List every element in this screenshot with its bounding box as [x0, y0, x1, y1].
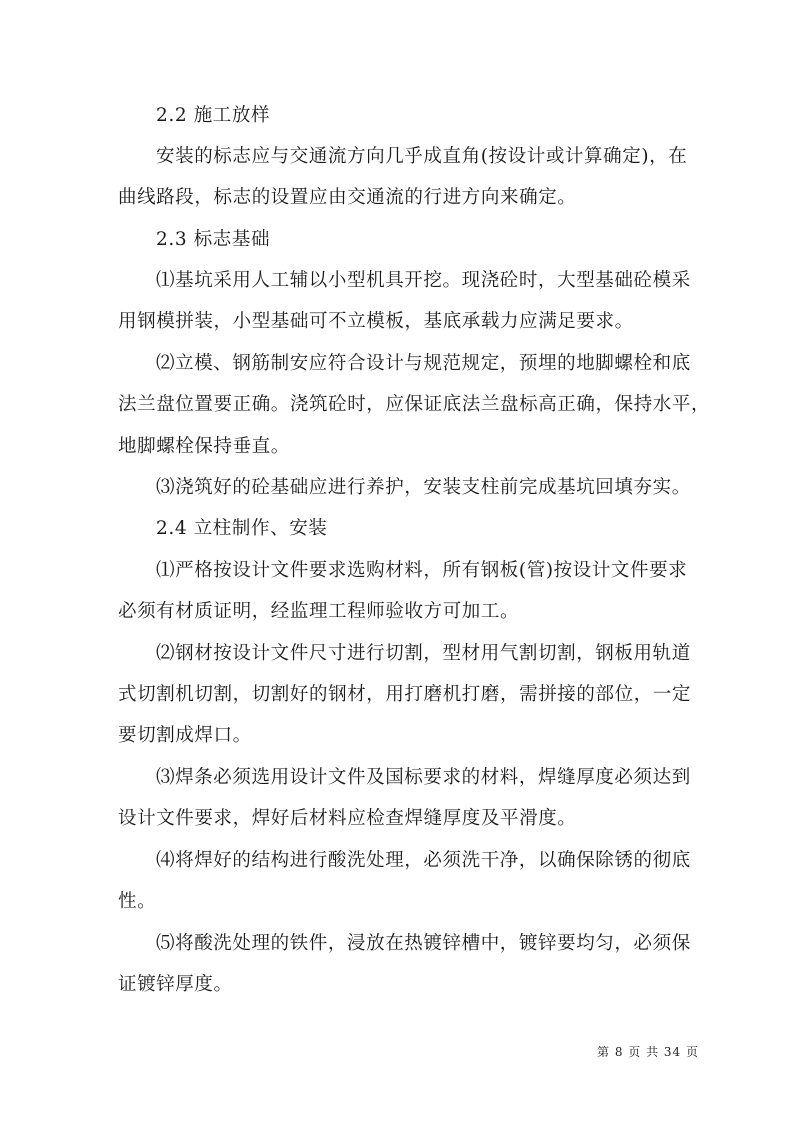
- paragraph-line: 必须有材质证明，经监理工程师验收方可加工。: [118, 601, 520, 622]
- paragraph-line: 性。: [118, 891, 157, 912]
- paragraph-line: ⑵钢材按设计文件尺寸进行切割，型材用气割切割，钢板用轨道: [156, 643, 691, 664]
- paragraph-line: 地脚螺栓保持垂直。: [118, 436, 290, 457]
- section-heading-2-2: 2.2 施工放样: [156, 105, 271, 126]
- paragraph-line: 要切割成焊口。: [118, 725, 252, 746]
- section-heading-2-3: 2.3 标志基础: [156, 229, 271, 250]
- paragraph-line: 式切割机切割，切割好的钢材，用打磨机打磨，需拼接的部位，一定: [118, 684, 692, 705]
- paragraph-line: ⑴严格按设计文件要求选购材料，所有钢板(管)按设计文件要求: [156, 560, 688, 581]
- paragraph-line: ⑷将焊好的结构进行酸洗处理，必须洗干净，以确保除锈的彻底: [156, 850, 691, 871]
- paragraph-line: 用钢模拼装，小型基础可不立模板，基底承载力应满足要求。: [118, 311, 634, 332]
- paragraph-line: 证镀锌厚度。: [118, 974, 233, 995]
- paragraph-line: 曲线路段，标志的设置应由交通流的行进方向来确定。: [118, 187, 577, 208]
- paragraph-line: ⑵立模、钢筋制安应符合设计与规范规定，预埋的地脚螺栓和底: [156, 353, 691, 374]
- paragraph-line: 安装的标志应与交通流方向几乎成直角(按设计或计算确定)，在: [156, 146, 688, 167]
- paragraph-line: 法兰盘位置要正确。浇筑砼时，应保证底法兰盘标高正确，保持水平，: [118, 394, 711, 415]
- paragraph-line: ⑶焊条必须选用设计文件及国标要求的材料，焊缝厚度必须达到: [156, 767, 691, 788]
- paragraph-line: ⑸将酸洗处理的铁件，浸放在热镀锌槽中，镀锌要均匀，必须保: [156, 933, 691, 954]
- paragraph-line: 设计文件要求，焊好后材料应检查焊缝厚度及平滑度。: [118, 808, 577, 829]
- paragraph-line: ⑶浇筑好的砼基础应进行养护，安装支柱前完成基坑回填夯实。: [156, 477, 691, 498]
- section-heading-2-4: 2.4 立柱制作、安装: [156, 518, 328, 539]
- page-number-footer: 第 8 页 共 34 页: [597, 1045, 699, 1059]
- paragraph-line: ⑴基坑采用人工辅以小型机具开挖。现浇砼时，大型基础砼模采: [156, 270, 691, 291]
